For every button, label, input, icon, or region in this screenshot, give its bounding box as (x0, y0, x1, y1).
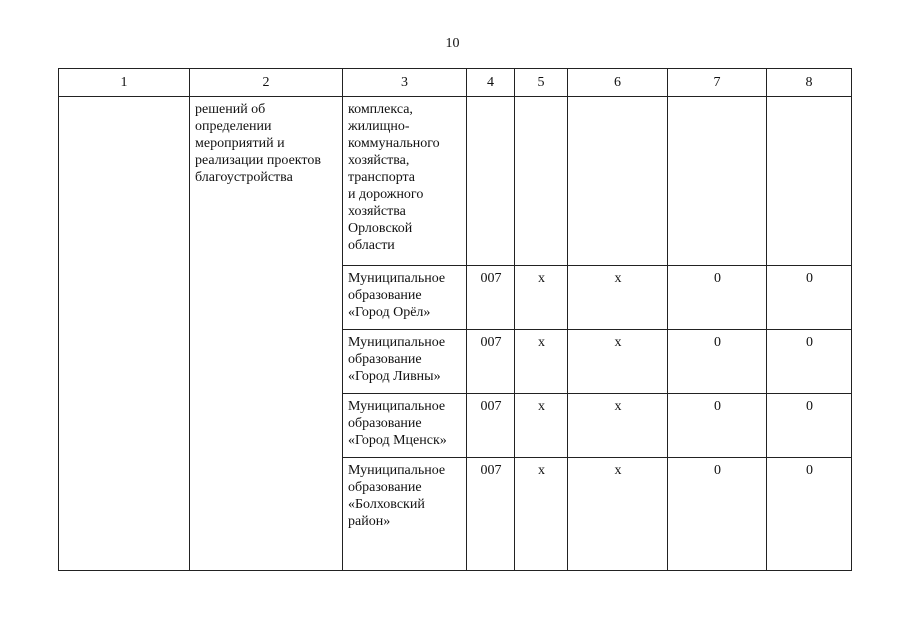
col7-cell (668, 97, 767, 266)
col4-cell: 007 (467, 457, 515, 570)
text-line: образование (348, 351, 422, 367)
text-line: Муниципальное (348, 398, 446, 414)
text-line: благоустройства (195, 170, 293, 185)
text-line: Муниципальное (348, 271, 446, 287)
col5-cell: x (515, 457, 568, 570)
text-line: мероприятий и (195, 136, 285, 151)
col5-cell: x (515, 393, 568, 457)
table-row (59, 97, 852, 266)
col6-cell: x (568, 457, 668, 570)
col6-cell: x (568, 266, 668, 330)
text-line: жилищно- (348, 119, 410, 134)
col8-cell: 0 (767, 457, 852, 570)
text-line: комплекса, (348, 102, 413, 117)
text-line: и дорожного (348, 187, 424, 202)
header-col-6: 6 (568, 69, 668, 97)
header-col-4: 4 (467, 69, 515, 97)
text-line: «Город Орёл» (348, 305, 431, 321)
col6-cell: x (568, 329, 668, 393)
col2-cell (190, 97, 343, 571)
text-line: хозяйства, (348, 153, 410, 168)
header-row (59, 69, 852, 97)
col4-cell: 007 (467, 329, 515, 393)
text-line: образование (348, 479, 422, 495)
col7-cell: 0 (668, 329, 767, 393)
text-line: район» (348, 513, 391, 529)
text-line: хозяйства (348, 204, 406, 219)
col3-cell (343, 329, 467, 393)
text-line: Муниципальное (348, 334, 446, 350)
budget-table (58, 68, 852, 571)
text-line: реализации проектов (195, 153, 321, 168)
header-col-8: 8 (767, 69, 852, 97)
text-line: транспорта (348, 170, 416, 185)
header-col-1: 1 (59, 69, 190, 97)
text-line: образование (348, 288, 422, 304)
page-number: 10 (445, 36, 460, 51)
col8-cell: 0 (767, 266, 852, 330)
text-line: Муниципальное (348, 462, 446, 478)
col5-cell: x (515, 266, 568, 330)
text-line: «Болховский (348, 496, 425, 512)
col4-cell: 007 (467, 266, 515, 330)
col3-cell (343, 457, 467, 570)
col7-cell: 0 (668, 266, 767, 330)
col7-cell: 0 (668, 457, 767, 570)
col8-cell (767, 97, 852, 266)
text-line: решений об (195, 102, 266, 117)
header-col-2: 2 (190, 69, 343, 97)
col8-cell: 0 (767, 393, 852, 457)
col1-cell (59, 97, 190, 571)
col5-cell: x (515, 329, 568, 393)
header-col-7: 7 (668, 69, 767, 97)
text-line: Орловской (348, 221, 413, 236)
col6-cell (568, 97, 668, 266)
col3-cell (343, 266, 467, 330)
col3-cell (343, 97, 467, 266)
col4-cell (467, 97, 515, 266)
col6-cell: x (568, 393, 668, 457)
col5-cell (515, 97, 568, 266)
header-col-5: 5 (515, 69, 568, 97)
header-col-3: 3 (343, 69, 467, 97)
text-line: коммунального (348, 136, 440, 151)
text-line: области (348, 238, 395, 253)
col4-cell: 007 (467, 393, 515, 457)
col7-cell: 0 (668, 393, 767, 457)
text-line: «Город Мценск» (348, 432, 447, 448)
col8-cell: 0 (767, 329, 852, 393)
text-line: образование (348, 415, 422, 431)
text-line: «Город Ливны» (348, 368, 441, 384)
col3-cell (343, 393, 467, 457)
text-line: определении (195, 119, 272, 134)
